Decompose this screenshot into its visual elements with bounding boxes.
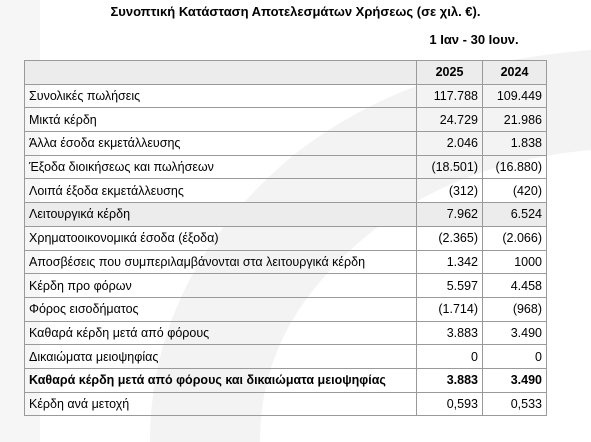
value-2025: (18.501) [417,155,483,179]
table-row [25,392,547,416]
row-label: Καθαρά κέρδη μετά από φόρους [25,321,417,345]
table-row [25,321,547,345]
value-2025: 5.597 [417,274,483,298]
report-title: Συνοπτική Κατάσταση Αποτελεσμάτων Χρήσεως (σε χιλ. €). [110,4,481,19]
row-label: Συνολικές πωλήσεις [25,84,417,108]
value-2025: 24.729 [417,108,483,132]
value-2025: 2.046 [417,132,483,156]
value-2024: 0,533 [483,392,547,416]
value-2025: 3.883 [417,321,483,345]
value-2025: 0 [417,345,483,369]
value-2024: 3.490 [483,368,547,392]
column-header-2025: 2025 [417,61,483,85]
value-2025: (1.714) [417,297,483,321]
value-2024: 1.838 [483,132,547,156]
value-2025: 1.342 [417,250,483,274]
period-label: 1 Ιαν - 30 Ιουν. [429,32,519,47]
table-row [25,132,547,156]
row-label: Καθαρά κέρδη μετά από φόρους και δικαιώματα μειοψηφίας [25,368,417,392]
value-2024: 3.490 [483,321,547,345]
row-label: Φόρος εισοδήματος [25,297,417,321]
table-row [25,179,547,203]
value-2024: (420) [483,179,547,203]
value-2024: 1000 [483,250,547,274]
row-label: Κέρδη ανά μετοχή [25,392,417,416]
value-2025: (312) [417,179,483,203]
row-label: Λοιπά έξοδα εκμετάλλευσης [25,179,417,203]
value-2025: 7.962 [417,203,483,227]
value-2025: 117.788 [417,84,483,108]
income-statement-table [24,60,547,416]
table-row [25,250,547,274]
value-2024: 21.986 [483,108,547,132]
value-2025: (2.365) [417,226,483,250]
row-label: Άλλα έσοδα εκμετάλλευσης [25,132,417,156]
table-row [25,226,547,250]
header-blank-cell [25,61,417,85]
table-row [25,155,547,179]
table-row [25,345,547,369]
value-2025: 3.883 [417,368,483,392]
row-label: Δικαιώματα μειοψηφίας [25,345,417,369]
value-2024: 4.458 [483,274,547,298]
table-row [25,84,547,108]
value-2025: 0,593 [417,392,483,416]
row-label: Έξοδα διοικήσεως και πωλήσεων [25,155,417,179]
column-header-2024: 2024 [483,61,547,85]
row-label: Χρηματοοικονομικά έσοδα (έξοδα) [25,226,417,250]
value-2024: 0 [483,345,547,369]
table-row [25,108,547,132]
value-2024: (16.880) [483,155,547,179]
value-2024: (968) [483,297,547,321]
value-2024: (2.066) [483,226,547,250]
value-2024: 109.449 [483,84,547,108]
value-2024: 6.524 [483,203,547,227]
table-row-total [25,368,547,392]
row-label: Μικτά κέρδη [25,108,417,132]
table-row [25,203,547,227]
row-label: Λειτουργικά κέρδη [25,203,417,227]
table-header-row [25,61,547,85]
table-row [25,297,547,321]
table-row [25,274,547,298]
row-label: Αποσβέσεις που συμπεριλαμβάνονται στα λειτουργικά κέρδη [25,250,417,274]
row-label: Κέρδη προ φόρων [25,274,417,298]
